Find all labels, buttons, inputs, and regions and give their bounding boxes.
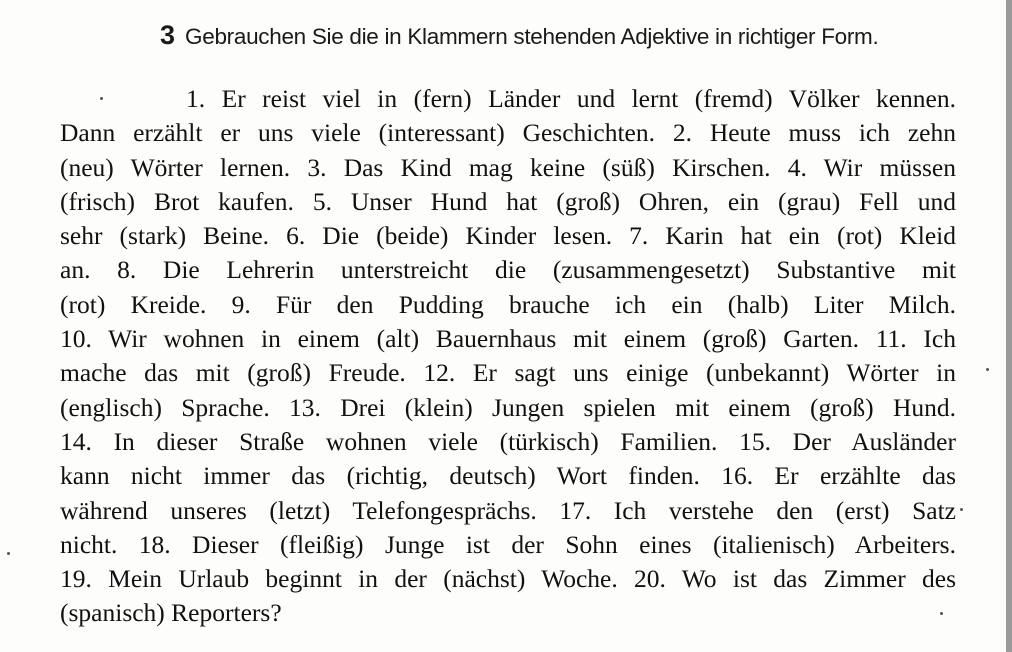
- text-line: während unseres (letzt) Telefongesprächs. 17. Ich verstehe den (erst) Satz: [60, 495, 956, 525]
- text-line: an. 8. Die Lehrerin unterstreicht die (zusammengesetzt) Substantive mit: [60, 255, 956, 285]
- exercise-text: [60, 82, 956, 631]
- text-line: (neu) Wörter lernen. 3. Das Kind mag keine (süß) Kirschen. 4. Wir müssen: [60, 152, 956, 182]
- scan-speck: [960, 508, 963, 511]
- scan-speck: [7, 552, 10, 555]
- exercise-number: 3: [160, 20, 176, 50]
- scan-speck: [986, 368, 989, 371]
- text-line: (spanisch) Reporters?: [60, 598, 282, 628]
- text-line: 19. Mein Urlaub beginnt in der (nächst) Woche. 20. Wo ist das Zimmer des: [60, 564, 956, 594]
- text-line: Dann erzählt er uns viele (interessant) Geschichten. 2. Heute muss ich zehn: [60, 118, 956, 148]
- scan-speck: [100, 97, 103, 100]
- text-line: sehr (stark) Beine. 6. Die (beide) Kinder lesen. 7. Karin hat ein (rot) Kleid: [60, 221, 956, 251]
- text-line: 14. In dieser Straße wohnen viele (türkisch) Familien. 15. Der Ausländer: [60, 426, 956, 456]
- page-edge-shadow: [1006, 0, 1012, 652]
- exercise-instruction: Gebrauchen Sie die in Klammern stehenden Adjektive in richtiger Form.: [185, 24, 879, 49]
- text-line: 1. Er reist viel in (fern) Länder und lernt (fremd) Völker kennen.: [186, 84, 956, 113]
- text-line: kann nicht immer das (richtig, deutsch) Wort finden. 16. Er erzählte das: [60, 461, 956, 491]
- exercise-header: [160, 20, 960, 51]
- text-line: 10. Wir wohnen in einem (alt) Bauernhaus mit einem (groß) Garten. 11. Ich: [60, 324, 956, 354]
- text-line: mache das mit (groß) Freude. 12. Er sagt uns einige (unbekannt) Wörter in: [60, 358, 956, 388]
- text-line: nicht. 18. Dieser (fleißig) Junge ist der Sohn eines (italienisch) Arbeiters.: [60, 529, 956, 559]
- text-line: (rot) Kreide. 9. Für den Pudding brauche ich ein (halb) Liter Milch.: [60, 289, 956, 319]
- scan-speck: [940, 612, 943, 615]
- text-line: (englisch) Sprache. 13. Drei (klein) Jungen spielen mit einem (groß) Hund.: [60, 392, 956, 422]
- text-line: (frisch) Brot kaufen. 5. Unser Hund hat (groß) Ohren, ein (grau) Fell und: [60, 186, 956, 216]
